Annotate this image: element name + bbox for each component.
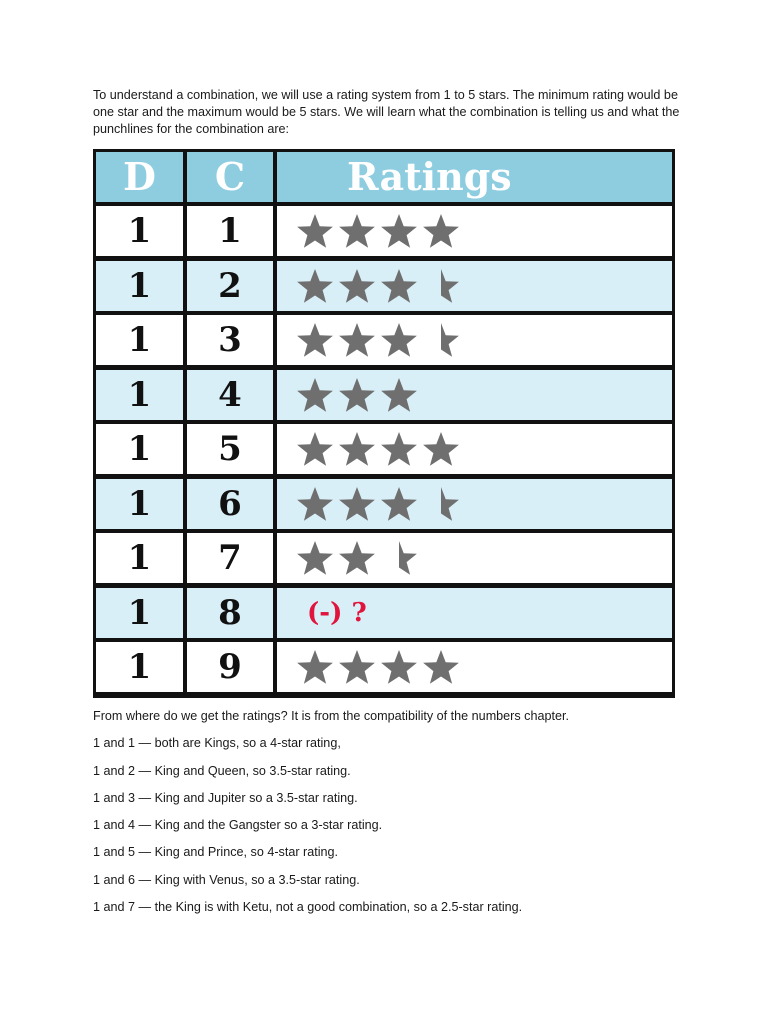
header-ratings: Ratings (277, 152, 672, 202)
star-icon (295, 430, 335, 468)
cell-rating (277, 370, 672, 420)
star-icon (421, 430, 461, 468)
note-line: 1 and 6 — King with Venus, so a 3.5-star rating. (93, 872, 360, 887)
star-icon (337, 267, 377, 305)
note-line: 1 and 5 — King and Prince, so 4-star rating. (93, 845, 339, 860)
half-star-icon (421, 267, 461, 305)
star-rating (277, 376, 419, 414)
cell-rating (277, 206, 672, 256)
star-icon (379, 212, 419, 250)
star-icon (337, 212, 377, 250)
note-line: 1 and 2 — King and Queen, so 3.5-star rating. (93, 763, 351, 778)
table-row (96, 424, 672, 474)
cell-c: 9 (187, 642, 273, 692)
star-icon (337, 648, 377, 686)
cell-c: 8 (187, 588, 273, 638)
cell-c: 2 (187, 261, 273, 311)
note-line: From where do we get the ratings? It is from the compatibility of the numbers chapter. (93, 709, 569, 723)
star-icon (337, 430, 377, 468)
star-icon (295, 267, 335, 305)
note-line: 1 and 4 — King and the Gangster so a 3-star rating. (93, 818, 383, 833)
table-row (96, 588, 672, 638)
star-icon (379, 321, 419, 359)
cell-d: 1 (96, 533, 183, 583)
star-icon (379, 485, 419, 523)
cell-d: 1 (96, 588, 183, 638)
cell-d: 1 (96, 206, 183, 256)
star-rating (277, 267, 461, 305)
cell-c: 4 (187, 370, 273, 420)
star-icon (295, 376, 335, 414)
table-row (96, 206, 672, 256)
star-icon (379, 267, 419, 305)
table-header-row (96, 152, 672, 202)
star-rating (277, 485, 461, 523)
note-line: 1 and 1 — both are Kings, so a 4-star rating, (93, 736, 341, 751)
table-row (96, 315, 672, 365)
cell-c: 6 (187, 479, 273, 529)
star-rating (277, 321, 461, 359)
star-icon (379, 648, 419, 686)
note-line: 1 and 7 — the King is with Ketu, not a good combination, so a 2.5-star rating. (93, 900, 523, 915)
intro-paragraph: To understand a combination, we will use a rating system from 1 to 5 stars. The minimum rating would be one star and the maximum would be 5 stars. We will learn what the combination is telling us and what the punchlines for the combination are: (93, 88, 680, 136)
cell-d: 1 (96, 642, 183, 692)
cell-d: 1 (96, 261, 183, 311)
notes-section (93, 708, 693, 926)
star-rating (277, 648, 461, 686)
star-rating (277, 539, 419, 577)
table-row (96, 479, 672, 529)
table-row (96, 642, 672, 692)
cell-rating (277, 315, 672, 365)
header-c: C (187, 152, 273, 202)
half-star-icon (421, 485, 461, 523)
star-rating (277, 430, 461, 468)
star-icon (295, 485, 335, 523)
unknown-rating-label: (-) ? (307, 597, 367, 628)
header-d: D (96, 152, 183, 202)
star-icon (337, 321, 377, 359)
star-icon (295, 648, 335, 686)
cell-d: 1 (96, 315, 183, 365)
cell-c: 5 (187, 424, 273, 474)
cell-d: 1 (96, 370, 183, 420)
table-row (96, 370, 672, 420)
note-line: 1 and 3 — King and Jupiter so a 3.5-star rating. (93, 790, 358, 805)
star-icon (379, 376, 419, 414)
cell-rating (277, 533, 672, 583)
cell-d: 1 (96, 479, 183, 529)
star-icon (337, 539, 377, 577)
star-icon (295, 212, 335, 250)
star-icon (421, 648, 461, 686)
cell-rating (277, 642, 672, 692)
table-row (96, 261, 672, 311)
table-row (96, 533, 672, 583)
cell-rating (277, 261, 672, 311)
half-star-icon (379, 539, 419, 577)
star-icon (379, 430, 419, 468)
star-icon (421, 212, 461, 250)
star-icon (337, 485, 377, 523)
star-icon (295, 321, 335, 359)
cell-c: 7 (187, 533, 273, 583)
cell-rating (277, 424, 672, 474)
ratings-table (93, 149, 675, 698)
star-icon (337, 376, 377, 414)
cell-rating (277, 588, 672, 638)
cell-c: 1 (187, 206, 273, 256)
star-rating (277, 212, 461, 250)
cell-rating (277, 479, 672, 529)
star-icon (295, 539, 335, 577)
half-star-icon (421, 321, 461, 359)
cell-c: 3 (187, 315, 273, 365)
cell-d: 1 (96, 424, 183, 474)
